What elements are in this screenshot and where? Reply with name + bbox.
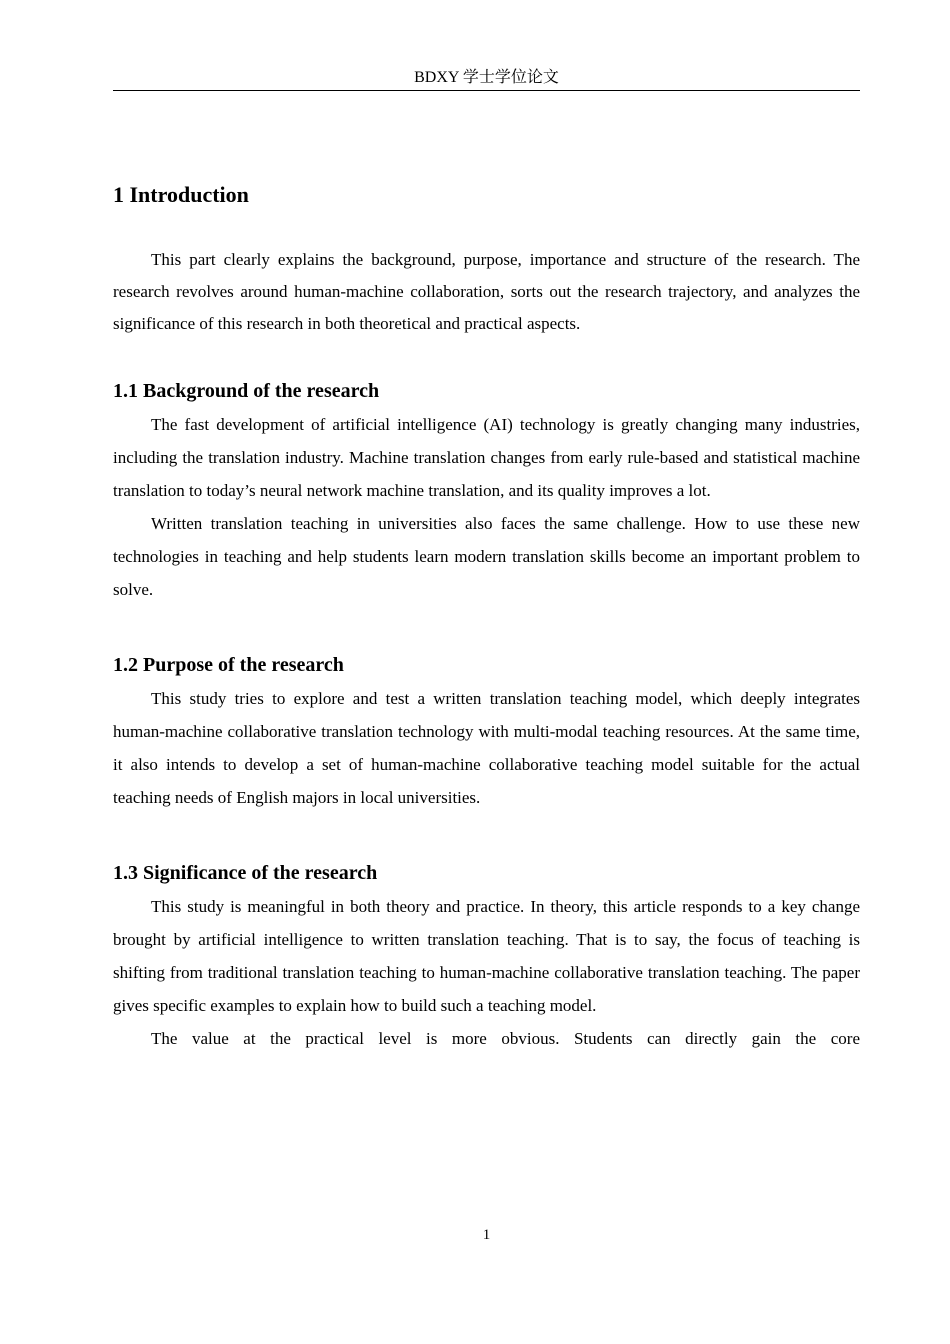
section-title-background: 1.1 Background of the research [113,380,380,402]
page-content [113,180,860,1055]
section-paragraph: This study tries to explore and test a written translation teaching model, which deeply integrates human-machine collaborative translation technology with multi-modal teaching resources. At the same time, it also intends to develop a set of human-machine collaborative teaching model suitable for the actual teaching needs of English majors in local universities. [113,689,860,807]
header-divider [113,90,860,91]
page-number: 1 [482,1227,491,1243]
section-paragraph: Written translation teaching in universities also faces the same challenge. How to use these new technologies in teaching and help students learn modern translation skills become an important problem to solve. [113,514,860,599]
section-paragraph: The fast development of artificial intelligence (AI) technology is greatly changing many industries, including the translation industry. Machine translation changes from early rule-based and statistical machine translation to today’s neural network machine translation, and its quality improves a lot. [113,415,860,500]
section-title-significance: 1.3 Significance of the research [113,862,378,884]
section-title-purpose: 1.2 Purpose of the research [113,654,344,676]
section-paragraph: The value at the practical level is more obvious. Students can directly gain the core [151,1029,860,1048]
chapter-title: 1 Introduction [113,182,249,207]
running-header: BDXY 学士学位论文 [414,69,559,86]
chapter-intro-paragraph: This part clearly explains the background, purpose, importance and structure of the research. The research revolves around human-machine collaboration, sorts out the research trajectory, and analyzes the significance of this research in both theoretical and practical aspects. [113,250,860,333]
section-paragraph: This study is meaningful in both theory and practice. In theory, this article responds to a key change brought by artificial intelligence to written translation teaching. That is to say, the focus of teaching is shifting from traditional translation teaching to human-machine collaborative translation teaching. The paper gives specific examples to explain how to build such a teaching model. [113,897,860,1015]
